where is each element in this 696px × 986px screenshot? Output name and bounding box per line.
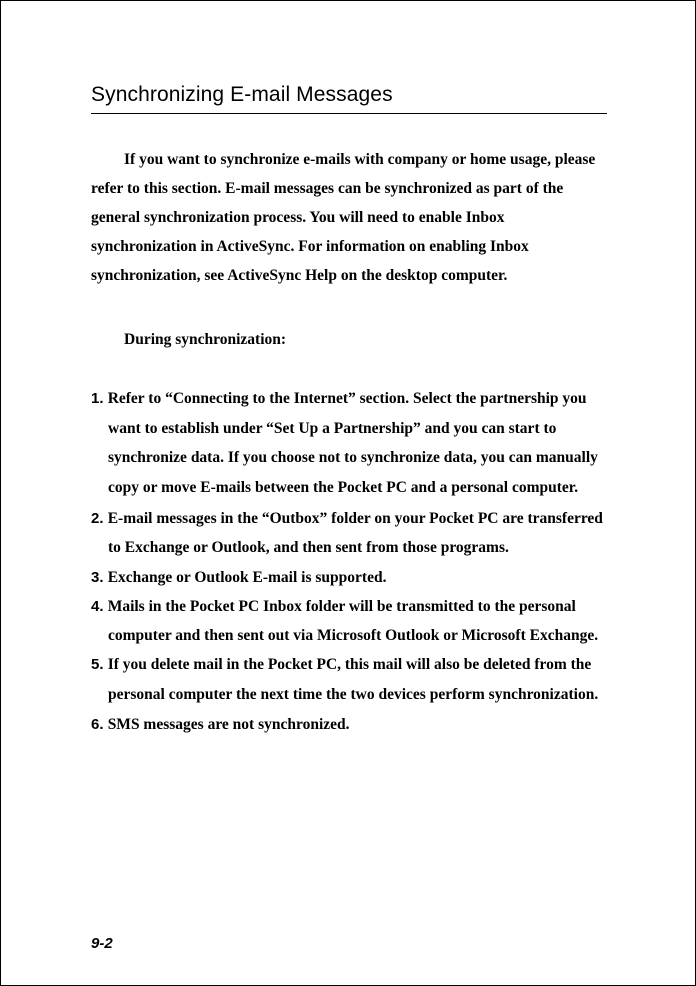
intro-line: If you want to synchronize e-mails with company or home usage, please <box>124 151 596 168</box>
list-item-number: 3. Exchange or Outlook E-mail is supported. <box>91 569 387 586</box>
list-item-line: SMS messages are not synchronized. <box>107 716 350 733</box>
list-item-line: want to establish under “Set Up a Partnership” and you can start to <box>108 420 557 437</box>
list-item-line: synchronize data. If you choose not to synchronize data, you can manually <box>108 449 598 466</box>
list-item-number: 1. Refer to “Connecting to the Internet” section. Select the partnership you <box>91 390 587 407</box>
list-item-number: 4. Mails in the Pocket PC Inbox folder will be transmitted to the personal <box>91 598 576 615</box>
list-item-line: Refer to “Connecting to the Internet” section. Select the partnership you <box>107 390 587 407</box>
intro-line: refer to this section. E-mail messages can be synchronized as part of the <box>91 180 564 197</box>
list-item-number: 6. SMS messages are not synchronized. <box>91 716 350 733</box>
list-item-line: to Exchange or Outlook, and then sent from those programs. <box>108 539 509 556</box>
page-number: 9-2 <box>91 935 113 952</box>
heading-underline <box>91 113 607 114</box>
list-item-line: copy or move E-mails between the Pocket PC and a personal computer. <box>108 479 579 496</box>
list-item-number: 5. If you delete mail in the Pocket PC, this mail will also be deleted from the <box>91 656 592 673</box>
intro-line: synchronization in ActiveSync. For information on enabling Inbox <box>91 238 529 255</box>
list-item-number: 2. E-mail messages in the “Outbox” folder on your Pocket PC are transferred <box>91 510 603 527</box>
list-item-line: Mails in the Pocket PC Inbox folder will be transmitted to the personal <box>107 598 576 615</box>
list-item-line: personal computer the next time the two devices perform synchronization. <box>108 686 599 703</box>
during-label: During synchronization: <box>124 331 287 348</box>
section-heading: Synchronizing E-mail Messages <box>91 83 393 106</box>
list-item-line: Exchange or Outlook E-mail is supported. <box>107 569 387 586</box>
intro-line: synchronization, see ActiveSync Help on the desktop computer. <box>91 267 508 284</box>
list-item-line: If you delete mail in the Pocket PC, this mail will also be deleted from the <box>107 656 592 673</box>
intro-line: general synchronization process. You will need to enable Inbox <box>91 209 505 226</box>
list-item-line: E-mail messages in the “Outbox” folder on your Pocket PC are transferred <box>107 510 603 527</box>
list-item-line: computer and then sent out via Microsoft Outlook or Microsoft Exchange. <box>108 627 599 644</box>
